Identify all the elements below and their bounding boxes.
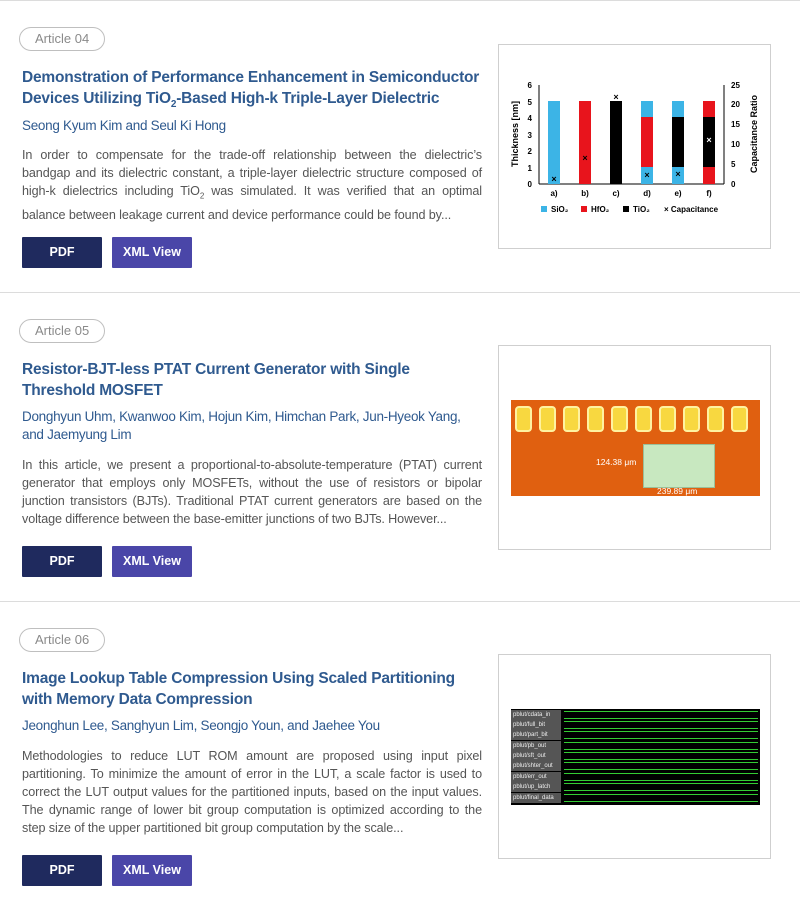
article-thumbnail[interactable]: [498, 44, 771, 249]
article-title[interactable]: Demonstration of Performance Enhancement in Semiconductor Devices Utilizing TiO$_2$-Based High-k Triple-Layer Dielectric: [22, 69, 480, 111]
bar-f-hfo2-bot: [703, 167, 715, 184]
chip-micrograph: [511, 400, 760, 496]
article-number-badge: Article 04: [19, 27, 105, 51]
article-number-badge: Article 05: [19, 319, 105, 343]
y-axis-label: Thickness [nm]: [510, 100, 520, 168]
bar-e-tio2: [672, 117, 684, 167]
article-title[interactable]: Image Lookup Table Compression Using Scaled Partitioning with Memory Data Compression: [22, 670, 455, 708]
y2-axis-label: Capacitance Ratio: [749, 94, 759, 174]
capacitance-marker: ×: [551, 174, 557, 184]
y2-tick: 25: [731, 81, 740, 90]
thickness-chart: [499, 45, 771, 249]
xml-view-button[interactable]: XML View: [112, 546, 192, 577]
article-title[interactable]: Resistor-BJT-less PTAT Current Generator with Single Threshold MOSFET: [22, 361, 410, 399]
article-card: [0, 1, 800, 293]
capacitance-marker: ×: [582, 153, 588, 163]
bar-a-sio2: [548, 101, 560, 184]
y2-tick: 0: [731, 180, 736, 189]
pdf-download-button[interactable]: PDF DOWN: [22, 855, 102, 886]
y-tick: 4: [527, 114, 532, 123]
y2-tick: 10: [731, 140, 740, 149]
y-tick: 6: [527, 81, 532, 90]
article-abstract: In order to compensate for the trade-off relationship between the dielectric’s bandgap and its dielectric constant, a triple-layer dielectric structure composed of high-k dielectrics including TiO$_2$ was simulated. It was verified that an optimal balance between leakage current and device performance could be found by...: [22, 148, 482, 222]
article-thumbnail[interactable]: [498, 654, 771, 859]
article-card: [0, 293, 800, 602]
x-tick: f): [706, 189, 712, 198]
x-tick: e): [674, 189, 682, 198]
bar-e-sio2-top: [672, 101, 684, 117]
y-tick: 5: [527, 98, 532, 107]
article-abstract: In this article, we present a proportional-to-absolute-temperature (PTAT) current generator that employs only MOSFETs, without the use of resistors or bipolar junction transistors (BJTs). Traditional PTAT current generators are based on the voltage difference between the base-emitter junctions of two BJTs. However...: [22, 458, 482, 526]
x-tick: b): [581, 189, 589, 198]
y-tick: 1: [527, 164, 532, 173]
capacitance-marker: ×: [613, 92, 619, 102]
bar-b-hfo2: [579, 101, 591, 184]
chip-die: [643, 444, 715, 488]
y2-tick: 15: [731, 120, 740, 129]
pdf-download-button[interactable]: PDF DOWN: [22, 237, 102, 268]
legend-item: SiO₂: [551, 205, 569, 214]
y-tick: 0: [527, 180, 532, 189]
article-thumbnail[interactable]: [498, 345, 771, 550]
bar-d-sio2-top: [641, 101, 653, 117]
article-number-badge: Article 06: [19, 628, 105, 652]
legend-item: TiO₂: [633, 205, 650, 214]
capacitance-marker: ×: [644, 170, 650, 180]
y2-tick: 20: [731, 100, 740, 109]
xml-view-button[interactable]: XML View: [112, 855, 192, 886]
article-authors: Seong Kyum Kim and Seul Ki Hong: [22, 118, 226, 133]
waveform-screenshot: pblut/cdata_in pblut/full_bit pblut/part_bit pblut/pb_out pblut/sft_out pblut/shter_out pblut/err_out pblut/up_latch pblut/final_data: [511, 709, 760, 805]
x-tick: a): [550, 189, 558, 198]
bar-c-tio2: [610, 101, 622, 184]
height-dimension-label: 124.38 μm: [596, 457, 637, 467]
y-tick: 2: [527, 147, 532, 156]
article-abstract: Methodologies to reduce LUT ROM amount are proposed using input pixel partitioning. To minimize the amount of error in the LUT, a scale factor is used to correct the LUT output values for the partitioned inputs, based on the input values. The dynamic range of lower bit group computation is optimized according to the step size of the upper partitioned bit group computation by the scale...: [22, 749, 482, 835]
article-authors: Jeonghun Lee, Sanghyun Lim, Seongjo Youn, and Jaehee You: [22, 718, 380, 733]
article-authors: Donghyun Uhm, Kwanwoo Kim, Hojun Kim, Himchan Park, Jun-Hyeok Yang, and Jaemyung Lim: [22, 409, 461, 442]
legend-item: HfO₂: [591, 205, 610, 214]
capacitance-marker: ×: [706, 135, 712, 145]
x-tick: d): [643, 189, 651, 198]
pdf-download-button[interactable]: PDF DOWN: [22, 546, 102, 577]
x-tick: c): [612, 189, 620, 198]
capacitance-marker: ×: [675, 169, 681, 179]
legend-item: × Capacitance: [664, 205, 719, 214]
width-dimension-label: 239.89 μm: [657, 486, 698, 496]
y-tick: 3: [527, 131, 532, 140]
bar-d-hfo2: [641, 117, 653, 167]
y2-tick: 5: [731, 160, 736, 169]
xml-view-button[interactable]: XML View: [112, 237, 192, 268]
article-card: [0, 602, 800, 910]
chart-legend: [541, 205, 719, 214]
bar-f-hfo2-top: [703, 101, 715, 117]
